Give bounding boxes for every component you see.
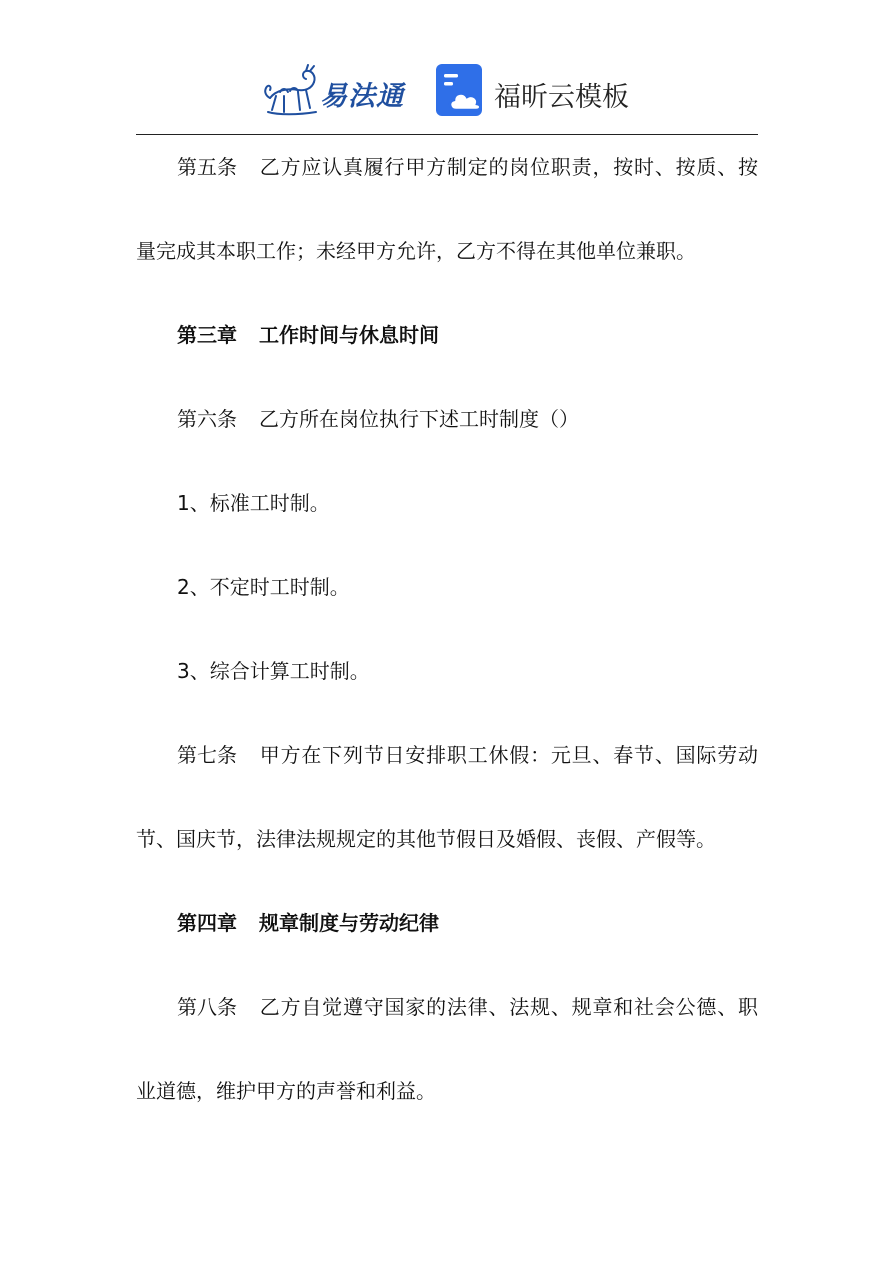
article-8 xyxy=(136,965,758,1133)
yifatong-logo xyxy=(262,62,412,118)
chapter-title: 工作时间与休息时间 xyxy=(259,323,439,347)
article-text: 乙方自觉遵守国家的法律、法规、规章和社会公德、职业道德，维护甲方的声誉和利益。 xyxy=(136,995,758,1103)
article-6 xyxy=(136,377,758,461)
list-item-1: 1、标准工时制。 xyxy=(177,491,330,515)
article-number: 第五条 xyxy=(177,155,237,179)
list-item-2: 2、不定时工时制。 xyxy=(177,575,350,599)
article-number: 第八条 xyxy=(177,995,237,1019)
chapter-title: 规章制度与劳动纪律 xyxy=(259,911,439,935)
article-5 xyxy=(136,125,758,293)
article-text: 乙方所在岗位执行下述工时制度（） xyxy=(259,407,579,431)
chapter-4-heading xyxy=(136,881,758,965)
cloud-document-icon xyxy=(436,64,488,116)
document-header xyxy=(0,58,893,124)
fuxin-logo xyxy=(436,64,646,118)
article-7 xyxy=(136,713,758,881)
article-number: 第七条 xyxy=(177,743,237,767)
chapter-3-heading xyxy=(136,293,758,377)
document-body xyxy=(136,125,758,1133)
fuxin-logo-text: 福昕云模板 xyxy=(494,82,629,113)
yifatong-logo-text: 易法通 xyxy=(320,81,404,112)
article-number: 第六条 xyxy=(177,407,237,431)
list-item-3: 3、综合计算工时制。 xyxy=(177,659,370,683)
qilin-icon xyxy=(262,62,322,118)
chapter-number: 第四章 xyxy=(177,911,237,935)
article-text: 乙方应认真履行甲方制定的岗位职责，按时、按质、按量完成其本职工作；未经甲方允许，乙方不得在其他单位兼职。 xyxy=(136,155,758,263)
chapter-number: 第三章 xyxy=(177,323,237,347)
article-text: 甲方在下列节日安排职工休假：元旦、春节、国际劳动节、国庆节，法律法规规定的其他节假日及婚假、丧假、产假等。 xyxy=(136,743,758,851)
